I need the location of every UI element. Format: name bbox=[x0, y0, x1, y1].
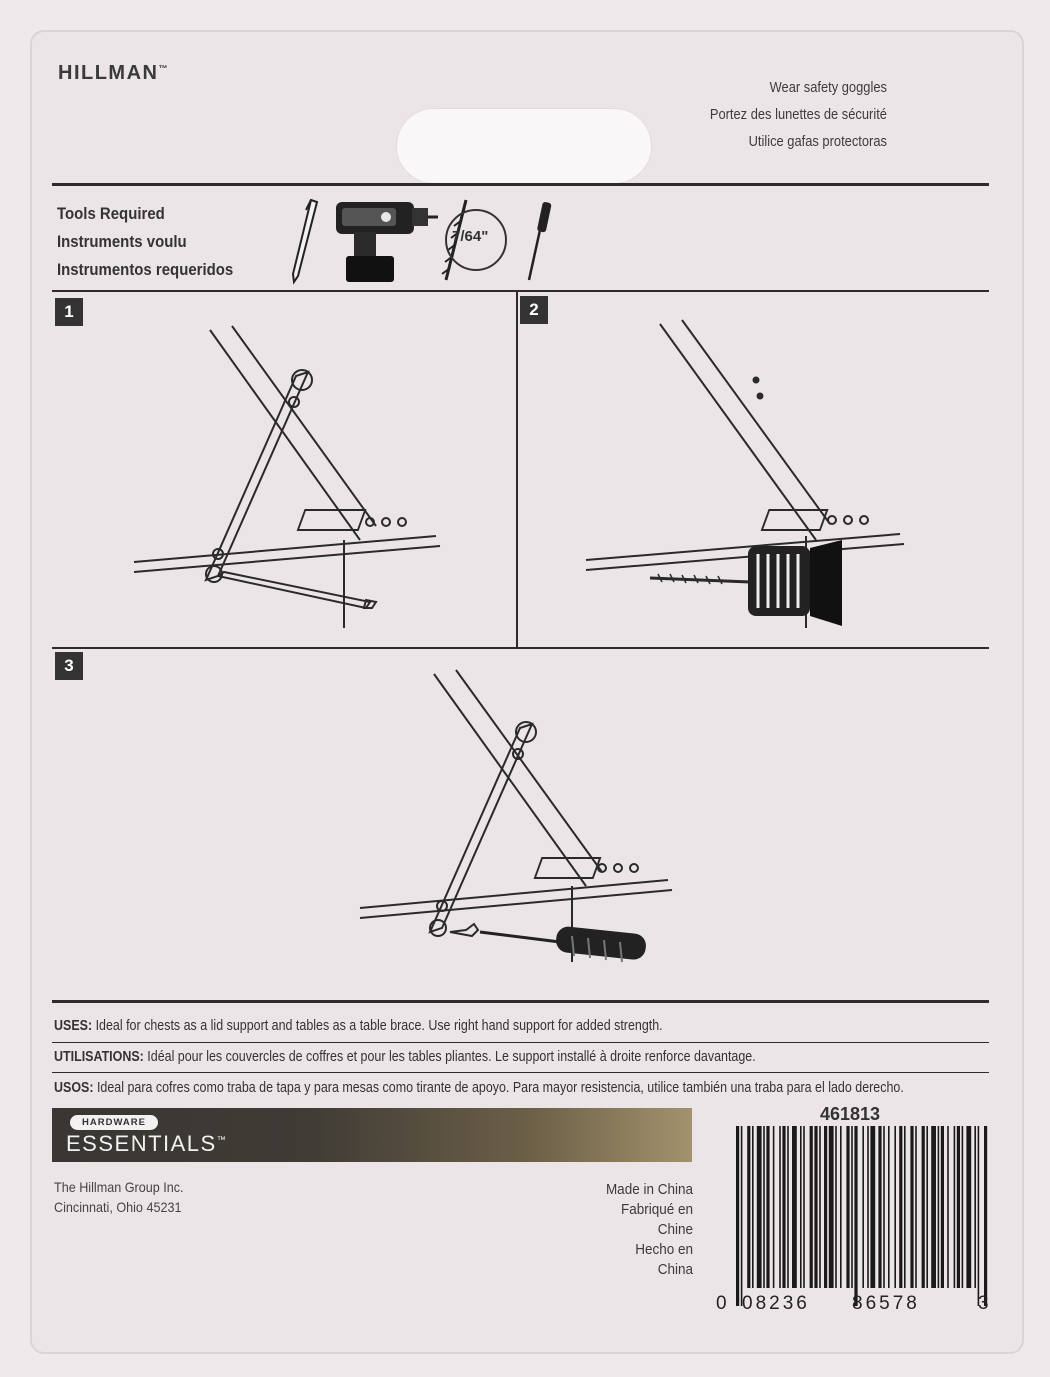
barcode-bar bbox=[962, 1126, 964, 1288]
barcode-bar bbox=[782, 1126, 785, 1288]
drill-chuck-icon bbox=[748, 540, 842, 626]
barcode-bar bbox=[803, 1126, 805, 1288]
divider-top bbox=[52, 183, 989, 186]
company-address: The Hillman Group Inc. Cincinnati, Ohio 45231 bbox=[54, 1179, 184, 1215]
barcode-bar bbox=[736, 1126, 739, 1306]
safety-line-es: Utilice gafas protectoras bbox=[748, 133, 887, 150]
barcode-bar bbox=[947, 1126, 949, 1288]
barcode-first-digit: 0 bbox=[716, 1293, 727, 1314]
barcode-bar bbox=[878, 1126, 881, 1288]
step-3-illustration bbox=[350, 666, 710, 986]
barcode-bar bbox=[978, 1126, 980, 1306]
barcode-bar bbox=[851, 1126, 853, 1288]
hillman-logo: HILLMAN™ bbox=[58, 62, 169, 84]
barcode-bar bbox=[894, 1126, 896, 1288]
barcode-bar bbox=[766, 1126, 769, 1288]
barcode-bar bbox=[854, 1126, 857, 1306]
barcode-bar bbox=[910, 1126, 913, 1288]
divider-tools bbox=[52, 290, 989, 292]
barcode-bar bbox=[787, 1126, 789, 1288]
barcode-bar bbox=[938, 1126, 940, 1288]
barcode-bar bbox=[779, 1126, 781, 1288]
barcode-bar bbox=[747, 1126, 750, 1288]
barcode-bar bbox=[757, 1126, 762, 1288]
step-badge-2: 2 bbox=[520, 296, 548, 324]
screwdriver-icon bbox=[480, 925, 647, 962]
pencil-icon bbox=[293, 200, 317, 282]
safety-line-fr: Portez des lunettes de sécurité bbox=[709, 106, 887, 123]
barcode-bar bbox=[984, 1126, 987, 1306]
divider-uses-top bbox=[52, 1000, 989, 1003]
barcode-bar bbox=[926, 1126, 928, 1288]
barcode-bar bbox=[974, 1126, 976, 1288]
tools-required-label: Tools Required Instruments voulu Instrumentos requeridos bbox=[57, 204, 234, 279]
barcode-bar bbox=[904, 1126, 906, 1288]
barcode-bar bbox=[922, 1126, 925, 1288]
barcode-bar bbox=[870, 1126, 875, 1288]
barcode-bar bbox=[846, 1126, 849, 1288]
barcode-bar bbox=[867, 1126, 869, 1288]
barcode-bar bbox=[835, 1126, 837, 1288]
barcode-bar bbox=[941, 1126, 944, 1288]
barcode-bar bbox=[824, 1126, 827, 1288]
barcode-bar bbox=[752, 1126, 754, 1288]
hardware-essentials-logo: ESSENTIALS™ bbox=[66, 1131, 228, 1156]
uses-en: USES: Ideal for chests as a lid support and tables as a table brace. Use right hand support for added strength. bbox=[54, 1018, 663, 1034]
barcode-bar bbox=[931, 1126, 936, 1288]
divider-vertical bbox=[516, 292, 518, 648]
step-badge-3: 3 bbox=[55, 652, 83, 680]
safety-line-en: Wear safety goggles bbox=[769, 79, 887, 96]
screwdriver-icon bbox=[529, 201, 552, 280]
hardware-essentials-small: HARDWARE bbox=[70, 1115, 158, 1130]
barcode-bar bbox=[966, 1126, 971, 1288]
barcode-bar bbox=[899, 1126, 902, 1288]
barcode-bar bbox=[814, 1126, 817, 1288]
barcode-check-digit: 3 bbox=[978, 1293, 989, 1314]
barcode-bar bbox=[957, 1126, 960, 1288]
barcode-bar bbox=[819, 1126, 821, 1288]
barcode-bar bbox=[915, 1126, 917, 1288]
power-drill-icon bbox=[336, 202, 438, 282]
barcode-bar bbox=[800, 1126, 802, 1288]
barcode-bar bbox=[954, 1126, 956, 1288]
divider-steps bbox=[52, 647, 989, 649]
barcode-bar bbox=[792, 1126, 797, 1288]
uses-es: USOS: Ideal para cofres como traba de tapa y para mesas como tirante de apoyo. Para mayor resistencia, utilice también una traba para el lado derecho. bbox=[54, 1080, 904, 1096]
tools-icons bbox=[286, 196, 566, 288]
barcode-bar bbox=[763, 1126, 765, 1288]
barcode-right-digits: 86578 bbox=[852, 1293, 920, 1314]
barcode-bar bbox=[829, 1126, 834, 1288]
barcode-bar bbox=[888, 1126, 890, 1288]
barcode-bar bbox=[741, 1126, 743, 1306]
sku-number: 461813 bbox=[820, 1104, 881, 1124]
barcode-bar bbox=[862, 1126, 864, 1288]
safety-notice bbox=[710, 74, 887, 155]
drill-bit-size: 7/64" bbox=[452, 228, 489, 245]
hang-hole bbox=[396, 108, 652, 184]
step-2-illustration bbox=[580, 310, 940, 640]
barcode bbox=[732, 1126, 994, 1308]
barcode-bar bbox=[840, 1126, 842, 1288]
divider-uses-1 bbox=[52, 1042, 989, 1043]
uses-fr: UTILISATIONS: Idéal pour les couvercles de coffres et pour les tables pliantes. Le support installé à droite renforce davantage. bbox=[54, 1049, 756, 1065]
step-1-illustration bbox=[120, 310, 510, 640]
barcode-bar bbox=[883, 1126, 885, 1288]
barcode-bar bbox=[773, 1126, 775, 1288]
country-of-origin: Made in China Fabriqué en Chine Hecho en China bbox=[605, 1181, 693, 1278]
step-badge-1: 1 bbox=[55, 298, 83, 326]
barcode-left-digits: 08236 bbox=[742, 1293, 810, 1314]
divider-uses-2 bbox=[52, 1072, 989, 1073]
barcode-bar bbox=[810, 1126, 813, 1288]
